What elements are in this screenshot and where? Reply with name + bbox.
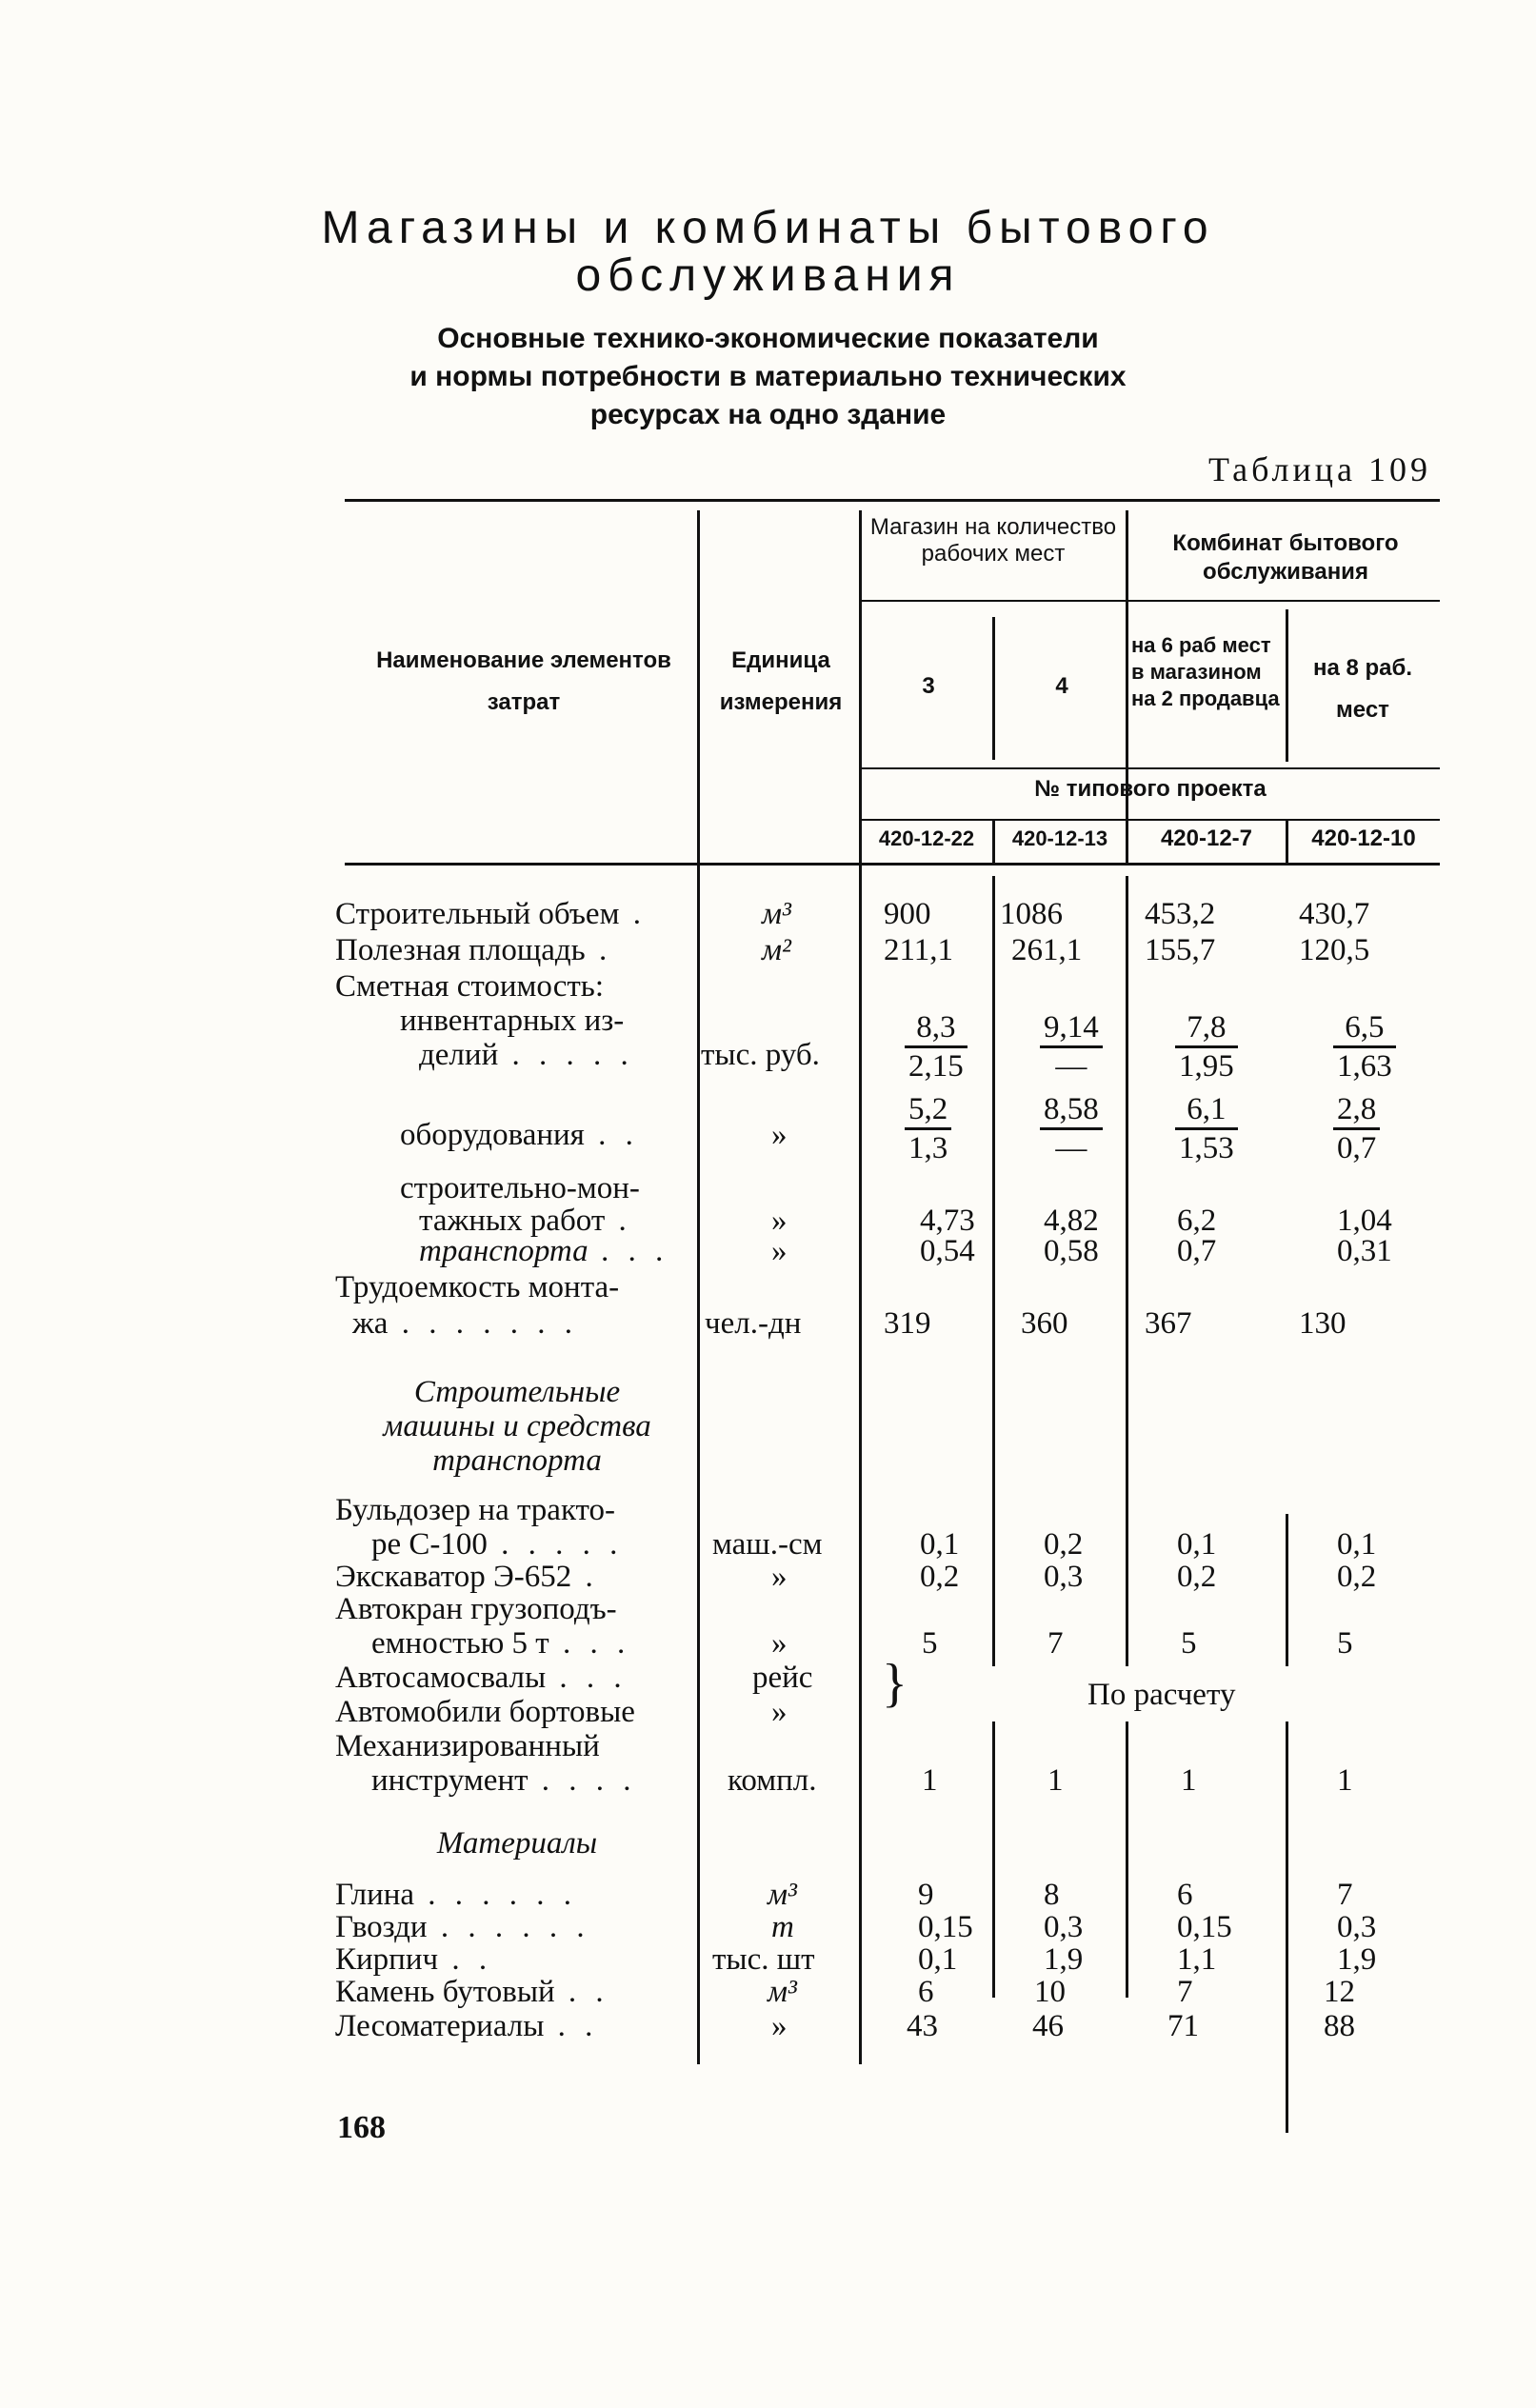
table-cell: 10 (1034, 1975, 1066, 2009)
subheader-rule (861, 767, 1440, 769)
table-cell: 0,1 (1177, 1527, 1217, 1562)
table-cell: 1,04 (1337, 1204, 1392, 1238)
row-name: Экскаватор Э-652 . (335, 1560, 599, 1594)
table-cell: 0,2 (1177, 1560, 1217, 1594)
table-cell: 130 (1299, 1306, 1346, 1341)
subtitle-line1: Основные технико-экономические показатели (437, 323, 1099, 354)
row-name: Полезная площадь . (335, 933, 613, 967)
table-top-rule (345, 499, 1440, 502)
row-unit: компл. (728, 1763, 817, 1798)
row-unit: тыс. руб. (701, 1038, 820, 1072)
row-name: емностью 5 т . . . (371, 1626, 631, 1661)
table-cell-fraction: $\frac{6,5}{1,63}$ (1333, 1009, 1396, 1085)
row-name: Автокран грузоподъ- (335, 1592, 617, 1626)
table-cell: 0,1 (920, 1527, 960, 1562)
col-rule-5d (1286, 1721, 1288, 2133)
table-cell: 5 (922, 1626, 938, 1661)
table-cell: 430,7 (1299, 897, 1370, 931)
row-name: делий . . . . . (419, 1038, 634, 1072)
header-sub-3: 3 (922, 673, 935, 699)
header-project-2: 420-12-13 (1011, 826, 1108, 850)
table-cell: 0,3 (1337, 1910, 1377, 1944)
table-cell: 1 (1181, 1763, 1197, 1798)
row-unit: м³ (762, 897, 791, 931)
table-cell: 8 (1044, 1878, 1060, 1912)
table-cell: 319 (884, 1306, 931, 1341)
table-label: Таблица 109 (1208, 450, 1431, 488)
table-cell: 5 (1181, 1626, 1197, 1661)
header-project-label: № типового проекта (1034, 776, 1267, 802)
col-rule-3d (992, 1721, 995, 1998)
section-heading: Строительные (413, 1375, 621, 1409)
table-cell: 120,5 (1299, 933, 1370, 967)
row-group-label: Сметная стоимость: (335, 969, 604, 1004)
row-unit: » (771, 1695, 788, 1729)
section-heading: Материалы (436, 1826, 598, 1861)
col-rule-3a (992, 617, 995, 760)
table-cell: 155,7 (1145, 933, 1216, 967)
row-unit: маш.-см (712, 1527, 823, 1562)
table-cell: 453,2 (1145, 897, 1216, 931)
table-cell: 0,58 (1044, 1234, 1099, 1268)
row-name: Бульдозер на тракто- (335, 1493, 616, 1527)
header-combine-group: Комбинат бытового обслуживания (1172, 530, 1399, 585)
col-rule-5c (1286, 1514, 1288, 1666)
table-cell: 46 (1032, 2009, 1064, 2043)
table-cell: 1 (922, 1763, 938, 1798)
row-unit: » (771, 1626, 788, 1661)
table-cell: 0,2 (1044, 1527, 1084, 1562)
row-name: Механизированный (335, 1729, 600, 1763)
page-title-line2: обслуживания (575, 250, 961, 301)
row-name: оборудования . . (400, 1118, 639, 1152)
header-sub-4: 4 (1055, 673, 1068, 699)
row-name: Автомобили бортовые (335, 1695, 635, 1729)
row-name: инструмент . . . . (371, 1763, 637, 1798)
col-rule-4b (1126, 876, 1128, 1666)
table-cell: 0,3 (1044, 1910, 1084, 1944)
col-rule-3c (992, 876, 995, 1666)
table-cell: 5 (1337, 1626, 1353, 1661)
header-project-4: 420-12-10 (1311, 826, 1416, 851)
row-name: жа . . . . . . . (352, 1306, 578, 1341)
row-name: Строительный объем . (335, 897, 647, 931)
table-cell: 0,1 (1337, 1527, 1377, 1562)
table-cell: 7 (1337, 1878, 1353, 1912)
col-rule-4c (1126, 1721, 1128, 1998)
header-unit-col: Единица измерения (719, 647, 843, 715)
row-name: Гвозди . . . . . . (335, 1910, 590, 1944)
table-cell: 1086 (1000, 897, 1063, 931)
row-unit: » (771, 1234, 788, 1268)
table-cell: 367 (1145, 1306, 1192, 1341)
col-rule-2 (859, 510, 862, 2064)
col-rule-5a (1286, 609, 1288, 762)
table-cell-fraction: $\frac{8,3}{2,15}$ (905, 1009, 967, 1085)
table-cell: 9 (918, 1878, 934, 1912)
header-project-1: 420-12-22 (878, 826, 975, 850)
section-heading: транспорта (432, 1443, 602, 1478)
row-name: инвентарных из- (400, 1004, 625, 1038)
table-cell: 0,1 (918, 1942, 958, 1977)
table-cell-fraction: $\frac{5,2}{1,3}$ (905, 1091, 951, 1166)
row-name: Лесоматериалы . . (335, 2009, 599, 2043)
row-unit: м² (762, 933, 791, 967)
table-cell: 7 (1177, 1975, 1193, 2009)
table-cell-fraction: $\frac{6,1}{1,53}$ (1175, 1091, 1238, 1166)
header-shops-group: Магазин на количество рабочих мест (869, 514, 1117, 567)
subtitle-line3: ресурсах на одно здание (589, 399, 947, 430)
table-cell: 6 (918, 1975, 934, 2009)
row-name: строительно-мон- (400, 1171, 640, 1205)
header-sub-6: на 6 раб мест в магазином на 2 продавца (1131, 633, 1280, 710)
project-rule (861, 819, 1440, 821)
table-cell: 0,15 (1177, 1910, 1232, 1944)
table-cell: 6 (1177, 1878, 1193, 1912)
row-name: Трудоемкость монта- (335, 1270, 620, 1304)
row-unit: рейс (752, 1661, 813, 1695)
col-rule-4a (1126, 510, 1128, 863)
row-unit: » (771, 1204, 788, 1238)
table-cell: 6,2 (1177, 1204, 1217, 1238)
table-cell: 88 (1324, 2009, 1355, 2043)
col-rule-1 (697, 510, 700, 2064)
row-name: Автосамосвалы . . . (335, 1661, 628, 1695)
page-number: 168 (337, 2110, 386, 2145)
header-bottom-rule (345, 863, 1440, 866)
by-calculation-note: По расчету (1087, 1678, 1236, 1712)
table-cell: 261,1 (1011, 933, 1083, 967)
table-cell: 1,1 (1177, 1942, 1217, 1977)
row-name: Глина . . . . . . (335, 1878, 578, 1912)
row-name: тажных работ . (419, 1204, 632, 1238)
table-cell: 211,1 (884, 933, 954, 967)
table-cell-fraction: 9,14 — (1040, 1009, 1103, 1085)
table-cell: 360 (1021, 1306, 1068, 1341)
table-cell-fraction: $\frac{7,8}{1,95}$ (1175, 1009, 1238, 1085)
table-cell: 0,2 (920, 1560, 960, 1594)
header-name-col: Наименование элементов затрат (376, 647, 671, 715)
table-cell: 900 (884, 897, 931, 931)
brace-icon: } (882, 1654, 908, 1713)
row-unit: т (771, 1910, 794, 1944)
section-heading: машины и средства (383, 1409, 651, 1443)
table-cell: 1,9 (1044, 1942, 1084, 1977)
table-cell: 43 (907, 2009, 938, 2043)
row-name: Кирпич . . (335, 1942, 493, 1977)
table-cell: 1 (1337, 1763, 1353, 1798)
table-cell: 1 (1047, 1763, 1064, 1798)
table-cell: 0,54 (920, 1234, 975, 1268)
row-unit: чел.-дн (705, 1306, 802, 1341)
row-unit: тыс. шт (712, 1942, 815, 1977)
table-cell: 0,2 (1337, 1560, 1377, 1594)
row-unit: » (771, 1560, 788, 1594)
table-cell: 4,82 (1044, 1204, 1099, 1238)
row-name: ре С-100 . . . . . (371, 1527, 624, 1562)
page-title-line1: Магазины и комбинаты бытового (321, 203, 1215, 253)
row-unit: м³ (768, 1878, 797, 1912)
row-unit: » (771, 2009, 788, 2043)
table-cell: 0,31 (1337, 1234, 1392, 1268)
row-unit: м³ (768, 1975, 797, 2009)
table-cell: 71 (1167, 2009, 1199, 2043)
table-cell: 0,15 (918, 1910, 973, 1944)
header-sub-8: на 8 раб. мест (1312, 655, 1413, 723)
table-cell: 0,7 (1177, 1234, 1217, 1268)
table-cell: 1,9 (1337, 1942, 1377, 1977)
subtitle-line2: и нормы потребности в материально технических (409, 361, 1127, 392)
table-cell: 4,73 (920, 1204, 975, 1238)
header-project-3: 420-12-7 (1160, 826, 1253, 851)
row-name: Камень бутовый . . (335, 1975, 609, 2009)
row-name: транспорта . . . (419, 1234, 670, 1268)
table-cell-fraction: 8,58 — (1040, 1091, 1103, 1166)
table-cell-fraction: $\frac{2,8}{0,7}$ (1333, 1091, 1380, 1166)
table-cell: 7 (1047, 1626, 1064, 1661)
table-cell: 12 (1324, 1975, 1355, 2009)
row-unit: » (771, 1118, 788, 1152)
table-cell: 0,3 (1044, 1560, 1084, 1594)
group-rule (861, 600, 1440, 602)
